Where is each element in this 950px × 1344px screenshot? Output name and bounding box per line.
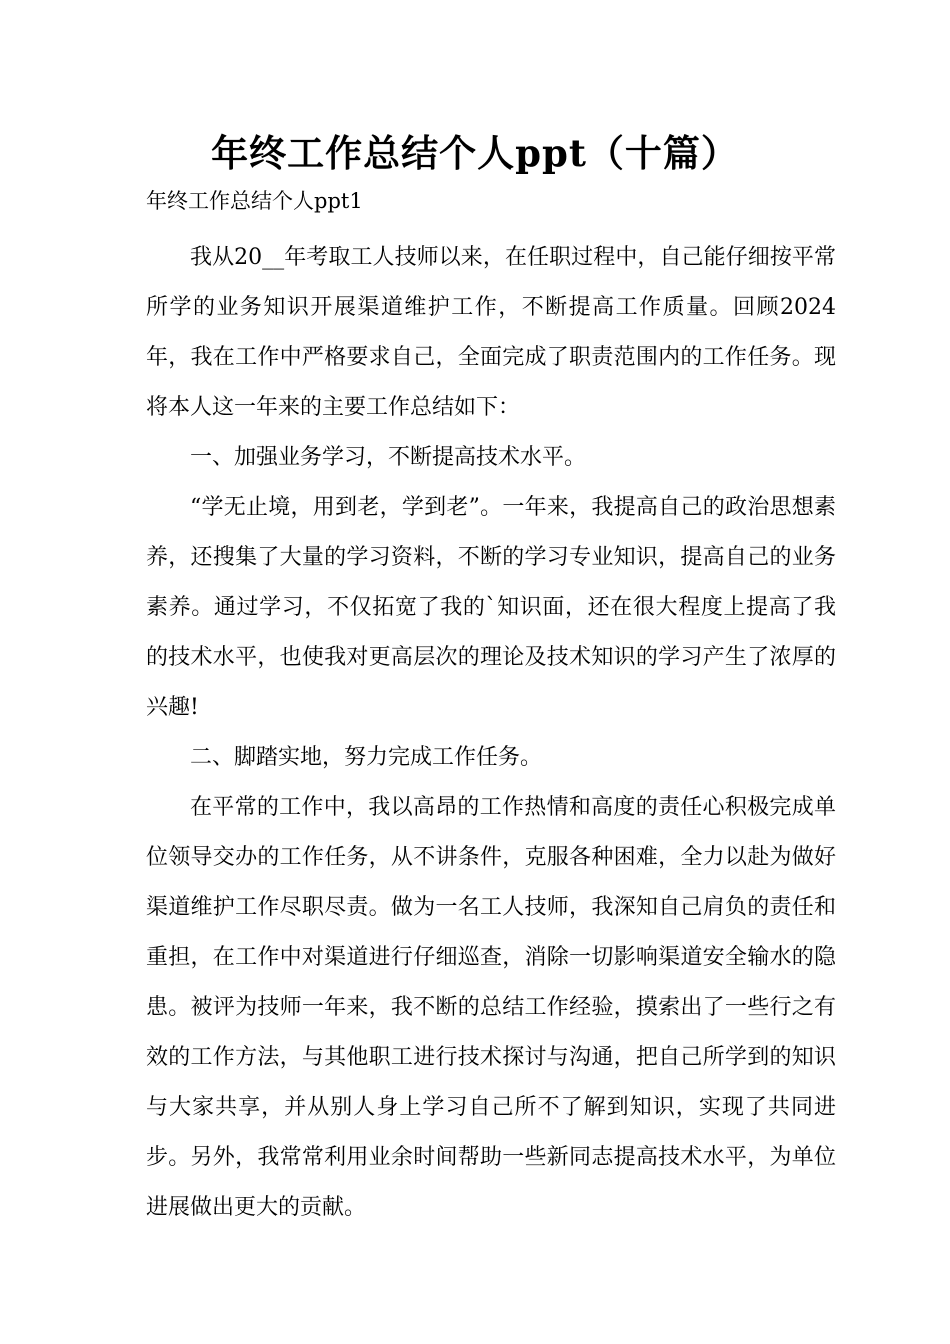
document-subtitle: 年终工作总结个人ppt1 bbox=[146, 189, 363, 213]
paragraph-work: 在平常的工作中，我以高昂的工作热情和高度的责任心积极完成单位领导交办的工作任务，从不讲条件，克服各种困难，全力以赴为做好渠道维护工作尽职尽责。做为一名工人技师，我深知自己肩负的责任和重担，在工作中对渠道进行仔细巡查，消除一切影响渠道安全输水的隐患。被评为技师一年来，我不断的总结工作经验，摸索出了一些行之有效的工作方法，与其他职工进行技术探讨与沟通，把自己所学到的知识与大家共享，并从别人身上学习自己所不了解到知识，实现了共同进步。另外，我常常利用业余时间帮助一些新同志提高技术水平，为单位进展做出更大的贡献。 bbox=[146, 795, 836, 1220]
document-title: 年终工作总结个人ppt（十篇） bbox=[211, 131, 739, 175]
section-heading-2: 二、脚踏实地，努力完成工作任务。 bbox=[190, 745, 543, 770]
paragraph-study: “学无止境，用到老，学到老”。一年来，我提高自己的政治思想素养，还搜集了大量的学习资料，不断的学习专业知识，提高自己的业务素养。通过学习，不仅拓宽了我的`知识面，还在很大程度上提高了我的技术水平，也使我对更高层次的理论及技术知识的学习产生了浓厚的兴趣! bbox=[146, 495, 836, 720]
document-body bbox=[146, 233, 836, 1233]
section-heading-1: 一、加强业务学习，不断提高技术水平。 bbox=[190, 445, 587, 470]
paragraph-intro: 我从20__年考取工人技师以来，在任职过程中，自己能仔细按平常所学的业务知识开展渠道维护工作，不断提高工作质量。回顾2024年，我在工作中严格要求自己，全面完成了职责范围内的工作任务。现将本人这一年来的主要工作总结如下： bbox=[146, 245, 836, 420]
